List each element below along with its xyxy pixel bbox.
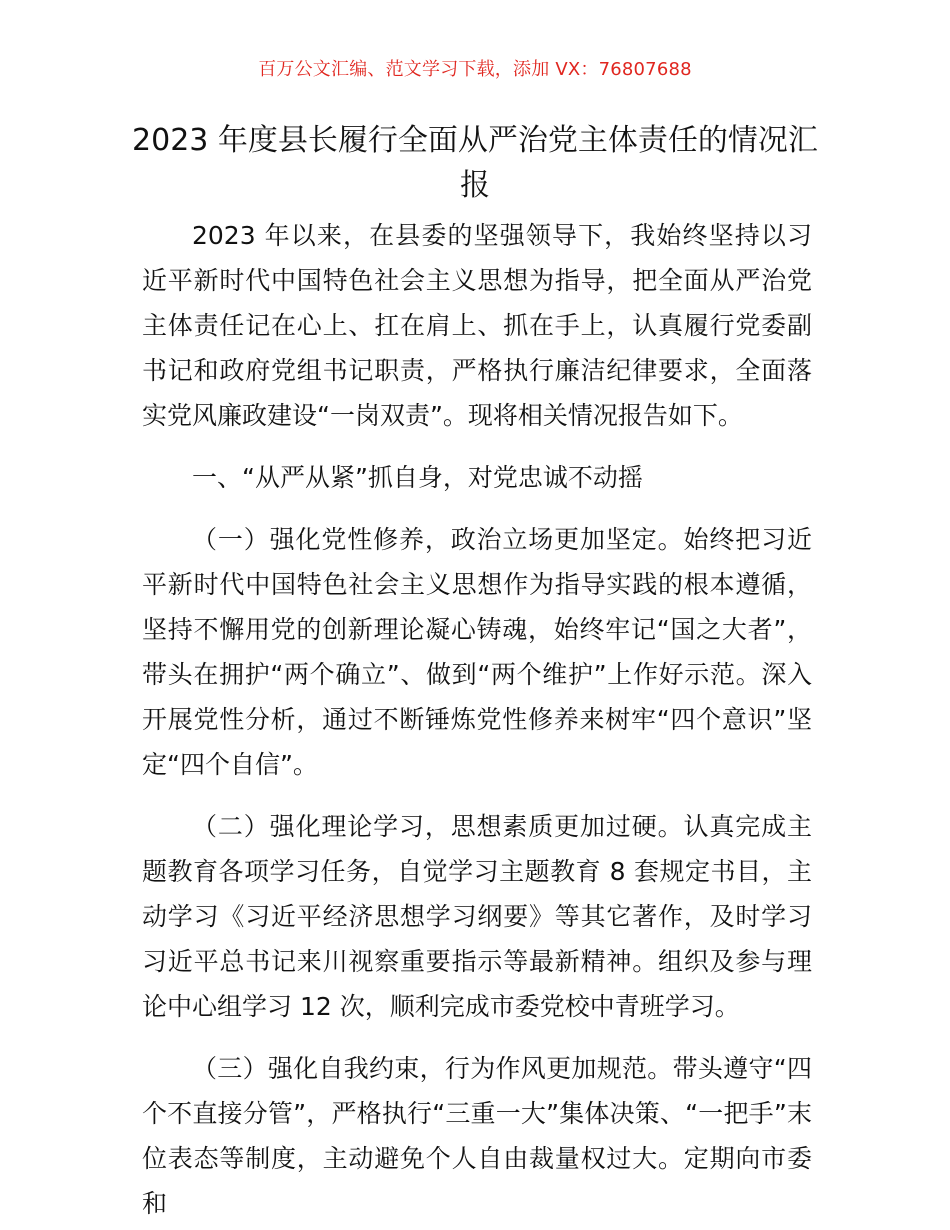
intro-paragraph: 2023 年以来，在县委的坚强领导下，我始终坚持以习近平新时代中国特色社会主义思想为指导，把全面从严治党主体责任记在心上、扛在肩上、抓在手上，认真履行党委副书记和政府党组书记职责，严格执行廉洁纪律要求，全面落实党风廉政建设“一岗双责”。现将相关情况报告如下。 bbox=[142, 221, 812, 430]
subsection-paragraph-1: （一）强化党性修养，政治立场更加坚定。始终把习近平新时代中国特色社会主义思想作为指导实践的根本遵循，坚持不懈用党的创新理论凝心铸魂，始终牢记“国之大者”，带头在拥护“两个确立”、做到“两个维护”上作好示范。深入开展党性分析，通过不断锤炼党性修养来树牢“四个意识”坚定“四个自信”。 bbox=[142, 525, 812, 779]
subsection-paragraph-2: （二）强化理论学习，思想素质更加过硬。认真完成主题教育各项学习任务，自觉学习主题教育 8 套规定书目，主动学习《习近平经济思想学习纲要》等其它著作，及时学习习近平总书记来川视察重要指示等最新精神。组织及参与理论中心组学习 12 次，顺利完成市委党校中青班学习。 bbox=[142, 812, 812, 1021]
watermark-header: 百万公文汇编、范文学习下载，添加 VX：76807688 bbox=[258, 59, 692, 80]
document-body bbox=[142, 213, 812, 1226]
section-heading-1: 一、“从严从紧”抓自身，对党忠诚不动摇 bbox=[192, 463, 643, 492]
subsection-paragraph-3: （三）强化自我约束，行为作风更加规范。带头遵守“四个不直接分管”，严格执行“三重一大”集体决策、“一把手”末位表态等制度，主动避免个人自由裁量权过大。定期向市委和 bbox=[142, 1054, 812, 1218]
document-title: 2023 年度县长履行全面从严治党主体责任的情况汇报 bbox=[132, 123, 818, 203]
